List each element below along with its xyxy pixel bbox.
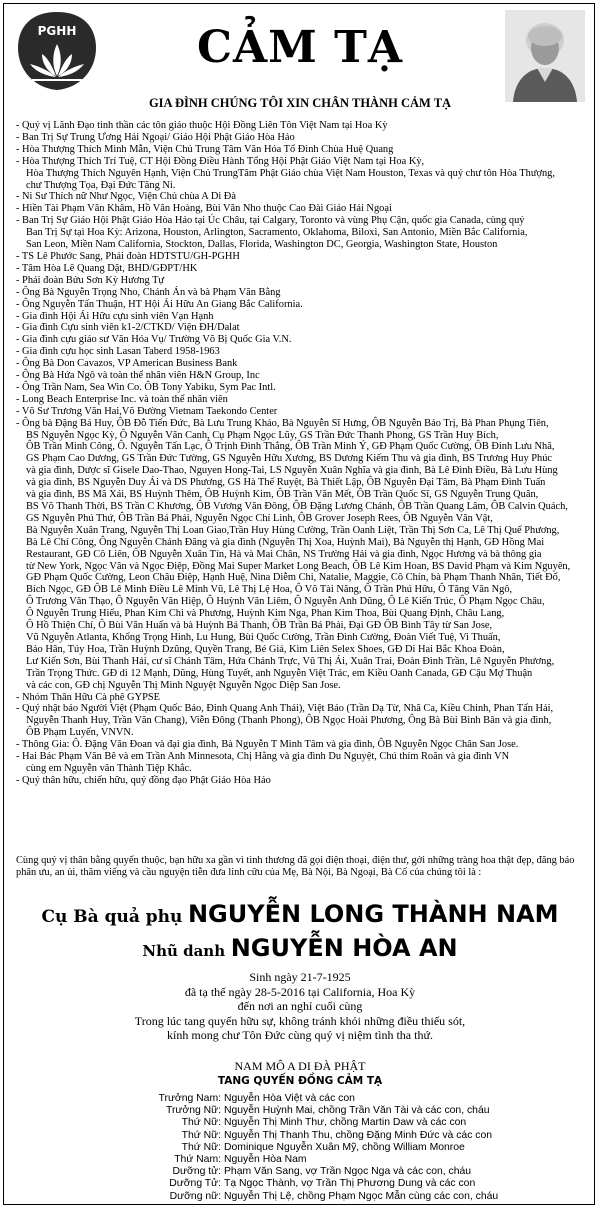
logo-text: PGHH — [37, 24, 77, 38]
thanks-item-text: - TS Lê Phước Sang, Phái đoàn HDTSTU/GH-PGHH — [16, 250, 240, 262]
thanks-list — [16, 120, 588, 787]
family-name: Dominique Nguyễn Xuân Mỹ, chồng William Monroe — [224, 1141, 465, 1153]
thanks-item-text: - Phái đoàn Bửu Sơn Kỳ Hương Tự — [16, 274, 165, 286]
thanks-item-continuation: Bích Ngọc, GĐ ÔB Lê Minh Điều Lê Minh Vũ, Lê Thị Lệ Hoa, Ô Võ Tài Năng, Ô Trần Phú Hữu, Ô Tăng Văn Ngô, — [26, 584, 513, 596]
thanks-item-continuation: Bà Lê Chí Công, Ông Nguyễn Chánh Đăng và gia đình (Nguyễn Thị Xoa, Huỳnh Mai), Bà Nguyễn thị Hạnh, GĐ Hồng Mai — [26, 536, 545, 548]
decedent-prefix: Cụ Bà quả phụ — [41, 907, 183, 927]
thanks-item-text: - Hòa Thượng Thích Minh Mẫn, Viện Chủ Trung Tâm Văn Hóa Tổ Đình Chùa Huệ Quang — [16, 143, 394, 155]
family-role: Thứ Nam: — [174, 1154, 221, 1166]
decedent-name: NGUYỄN LONG THÀNH NAM — [187, 900, 559, 928]
thanks-item-continuation: Hòa Thượng Thích Nguyên Hạnh, Viện Chủ TrungTâm Phật Giáo chùa Việt Nam Houston, Texas và quý chư tôn Hòa Thượng, — [26, 167, 555, 179]
thanks-item-continuation: Trần Trọng Thức. GĐ di 12 Mạnh, Dũng, Hùng Tuyết, anh Nguyễn Việt Trác, em Kiều Oanh Canada, GĐ Cậu Mợ Thuận — [26, 667, 533, 679]
family-name: Nguyễn Hòa Việt và các con — [224, 1093, 355, 1104]
thanks-item-continuation: và các con, GĐ chị Nguyễn Thị Minh Nguyệt Nguyễn Ngọc Diệp San Jose. — [26, 679, 341, 691]
thanks-item-text: - Ông Trần Nam, Sea Win Co. ÔB Tony Yabiku, Sym Pac Intl. — [16, 381, 276, 393]
family-list — [0, 1093, 600, 1203]
family-role: Dưỡng tử: — [172, 1166, 221, 1178]
thanks-item — [16, 156, 588, 192]
thanks-item-continuation: Ô Nguyễn Trung Hiếu, Phan Kim Chi và Phương, Huỳnh Kim Nga, Phan Kim Thoa, Bùi Quang Định, Châu Lang, — [26, 608, 505, 620]
thanks-item — [16, 703, 588, 739]
thanks-item-text: - Ni Sư Thích nữ Như Ngọc, Viện Chủ chùa A Di Đà — [16, 191, 236, 203]
thanks-item-continuation: và gia đình, Dược sĩ Gisele Dao-Thao, Nguyen Hong-Tai, LS Nguyễn Xuân Nghĩa và gia đình, Bà Lê Đình Điều, Bà Lưu Hùng — [26, 465, 558, 477]
alias-name: NGUYỄN HÒA AN — [230, 934, 458, 962]
thanks-item — [16, 751, 588, 775]
thanks-item — [16, 144, 588, 156]
family-name: Nguyễn Thị Lệ, chồng Phạm Ngọc Mẫn cùng các con, cháu — [224, 1190, 499, 1202]
family-member-row — [0, 1191, 600, 1203]
thanks-item-continuation: San Leon, Miền Nam California, Stockton, Dallas, Florida, Washington DC, Georgia, Washington State, Houston — [26, 239, 498, 251]
thanks-item-continuation: Ô Hồ Thiện Chí, Ô Bùi Văn Huấn và bà Huỳnh Bá Thanh, ÔB Trần Bá Phải, Đại GĐ ÔB Bình Tây từ San Jose, — [26, 620, 493, 632]
family-member-row — [0, 1178, 600, 1190]
thanks-item-text: - Gia đình Hội Ái Hữu cựu sinh viên Vạn Hạnh — [16, 310, 214, 322]
thanks-item-continuation: Ô Trương Văn Thạo, Ô Nguyễn Văn Hiệp, Ô Huỳnh Văn Liêm, Ô Nguyễn Anh Dũng, Ô Lê Kiến Trúc, Ô Phạm Ngọc Châu, — [26, 596, 545, 608]
thanks-item-text: - Hòa Thượng Thích Trí Tuệ, CT Hội Đồng Điều Hành Tổng Hội Phật Giáo Việt Nam tại Hoa Kỳ, — [16, 155, 425, 167]
thanks-item — [16, 287, 588, 299]
thanks-item — [16, 775, 588, 787]
thanks-item-text: - Long Beach Enterprise Inc. và toàn thể nhân viên — [16, 393, 228, 405]
thanks-item-continuation: GS Phạm Cao Dương, GS Trần Đức Tường, GS Nguyễn Hữu Xương, BS Dương Kiếm Thu và gia đình, BS Trương Huy Phúc — [26, 453, 553, 465]
thanks-item-text: - Võ Sư Trương Văn Hai,Võ Đường Vietnam Taekondo Center — [16, 405, 278, 417]
info-line: kính mong chư Tôn Đức cùng quý vị niệm tình tha thứ. — [167, 1028, 433, 1042]
family-member-row — [0, 1105, 600, 1117]
info-line: đã tạ thế ngày 28-5-2016 tại California, Hoa Kỳ — [184, 984, 416, 999]
thanks-item — [16, 334, 588, 346]
info-line: đến nơi an nghỉ cuối cùng — [237, 999, 363, 1013]
thanks-item — [16, 263, 588, 275]
thanks-item — [16, 191, 588, 203]
notice-title: CẢM TẠ — [196, 22, 404, 73]
thanks-item-continuation: từ New York, Ngọc Vân và Ngọc Điệp, Đồng Mai Super Market Long Beach, ÔB Lê Kim Hoan, BS David Phạm và Kim Nguyên, — [26, 560, 571, 572]
thanks-item-continuation: và gia đình, BS Mã Xái, BS Huỳnh Thêm, ÔB Huỳnh Kim, ÔB Trần Văn Mết, ÔB Trần Quốc Sĩ, GS Nguyễn Trung Quân, — [26, 489, 539, 501]
thanks-item — [16, 215, 588, 251]
thanks-item-text: - Gia đình cựu học sinh Lasan Taberd 1958-1963 — [16, 346, 220, 358]
thanks-item — [16, 311, 588, 323]
thanks-item-continuation: BS Nguyễn Ngọc Kỳ, Ô Nguyễn Văn Canh, Cụ Phạm Ngọc Lũy, GS Trần Đức Thanh Phong, GS Trần Huy Bích, — [26, 429, 499, 441]
family-member-row — [0, 1166, 600, 1178]
family-member-row — [0, 1154, 600, 1166]
thanks-item-text: - Quý thân hữu, chiến hữu, quý đồng đạo Phật Giáo Hòa Hảo — [16, 774, 271, 786]
info-line: Sinh ngày 21-7-1925 — [249, 970, 351, 984]
thanks-item-text: - Thông Gia: Ô. Đặng Văn Đoan và đại gia đình, Bà Nguyễn T Minh Tâm và gia đình, ÔB Nguyễn Ngọc Chân San Jose. — [16, 739, 519, 751]
thanks-item-continuation: Bảo Hân, Túy Hoa, Trần Huỳnh Dzũng, Quyền Trang, Bé Giả, Kim Liên Selex Shoes, GĐ Di Hai Bắc Khoa Đoàn, — [26, 643, 505, 655]
thanks-item-continuation: và gia đình, BS Nguyễn Duy Ái và DS Phương, GS Hà Thế Ruyệt, Bà Thiết Lập, ÔB Nguyễn Đại Tâm, Bà Phạm Đình Tuấn — [26, 477, 546, 489]
thanks-item-continuation: BS Võ Thanh Thời, BS Trần C Khương, ÔB Vương Văn Đông, ÔB Đặng Lương Chánh, ÔB Trần Quang Lâm, ÔB Calvin Quách, — [26, 501, 568, 512]
thanks-item — [16, 322, 588, 334]
thanks-item-continuation: Ban Trị Sự tại Hoa Kỳ: Arizona, Houston, Arlington, Sacramento, Oklahoma, Biloxi, San Antonio, Miền Bắc California, — [26, 227, 528, 239]
thanks-item-text: - Gia đình cựu giáo sư Văn Hóa Vụ/ Trường Võ Bị Quốc Gia V.N. — [16, 334, 292, 346]
thanks-item-continuation: chư Thượng Tọa, Đại Đức Tăng Ni. — [26, 179, 176, 191]
thanks-item-text: - Ban Trị Sự Trung Ương Hải Ngoại/ Giáo Hội Phật Giáo Hòa Hảo — [16, 131, 295, 143]
thanks-item-text: - Tâm Hòa Lê Quang Dật, BHD/GĐPT/HK — [16, 262, 198, 274]
thanks-item-text: - Nhóm Thân Hữu Cà phê GYPSE — [16, 691, 160, 703]
decedent-line — [0, 900, 600, 928]
family-role: Thứ Nữ: — [181, 1141, 221, 1153]
thanks-item-continuation: Lư Kiến Sơn, Bùi Thanh Hải, cư sĩ Chánh Tâm, Hứa Chánh Trực, Vũ Thị Ái, Xuân Trai, Đoàn Đình Trần, Lê Nguyễn Phương, — [26, 655, 555, 667]
family-name: Nguyễn Thị Minh Thư, chồng Martin Daw và các con — [224, 1117, 467, 1129]
notice-subtitle: GIA ĐÌNH CHÚNG TÔI XIN CHÂN THÀNH CẢM TẠ — [148, 96, 452, 110]
alias-line — [0, 934, 600, 962]
family-name: Nguyễn Thị Thanh Thu, chồng Đặng Minh Đức và các con — [224, 1129, 493, 1141]
alias-prefix: Nhũ danh — [142, 942, 226, 960]
thanks-item-continuation: Bà Nguyễn Xuân Trang, Nguyễn Thị Loan Giao,Trần Huy Hùng Cường, Trần Oanh Liệt, Trần Thị Sơn Ca, Lê Thị Quế Phương, — [26, 524, 560, 536]
thanks-item-text: - Gia đình Cựu sinh viên k1-2/CTKD/ Viện ĐH/Dalat — [16, 322, 240, 334]
thanks-item-text: - Ông bà Đặng Bá Huy, ÔB Đỗ Tiến Đức, Bà Lưu Trung Khảo, Bà Nguyễn Sĩ Hưng, ÔB Nguyễn Bảo Trị, Bà Phan Phụng Tiên, — [16, 417, 549, 429]
family-role: Dưỡng Tử: — [169, 1178, 221, 1190]
thanks-item-text: - Ban Trị Sự Giáo Hội Phật Giáo Hòa Hảo tại Úc Châu, tại Calgary, Toronto và vùng Phụ Cận, quốc gia Canada, cùng quý — [16, 215, 525, 227]
thanks-item-text: - Ông Nguyễn Tấn Thuận, HT Hội Ái Hữu An Giang Bắc California. — [16, 298, 303, 310]
thanks-item-continuation: Vũ Nguyễn Atlanta, Khổng Trọng Hinh, Lu Hung, Bùi Quốc Cường, Trần Đình Cường, Đoàn Viết Tuệ, Vi Thuấn, — [26, 631, 501, 643]
signoff-line: TANG QUYẾN ĐỒNG CẢM TẠ — [217, 1075, 383, 1087]
thanks-item-text: - Ông Bà Hứa Ngô và toàn thể nhân viên H&N Group, Inc — [16, 370, 260, 382]
thanks-item — [16, 275, 588, 287]
thanks-item-continuation: Nguyễn Thanh Huy, Trần Văn Chang), Viễn Đông (Thanh Phong), ÔB Ngọc Hoài Phương, Ông Bà Bùi Bình Bân và gia đình, — [26, 715, 552, 727]
thanks-item-text: - Quý nhật báo Người Việt (Phạm Quốc Bảo, Đinh Quang Anh Thái), Việt Báo (Trần Dạ Từ, Nhã Ca, Kiều Chinh, Phan Tấn Hải, — [16, 703, 554, 715]
prayer-line: NAM MÔ A DI ĐÀ PHẬT — [234, 1059, 366, 1073]
thanks-item — [16, 358, 588, 370]
family-role: Thứ Nữ: — [181, 1129, 221, 1141]
thanks-item-text: - Hiền Tài Phạm Văn Khâm, Hồ Văn Hoàng, Bùi Văn Nho thuộc Cao Đài Giáo Hải Ngoại — [16, 203, 392, 215]
thanks-item-continuation: ÔB Phạm Luyến, VNVN. — [26, 727, 134, 739]
family-role: Dưỡng nữ: — [169, 1190, 221, 1202]
info-block — [0, 970, 600, 1043]
thanks-item — [16, 251, 588, 263]
thanks-item — [16, 394, 588, 406]
family-member-row — [0, 1093, 600, 1105]
thanks-item-continuation: Restaurant, GĐ Cô Liên, ÔB Nguyễn Xuân Tín, Hà và Mai Chân, NS Trường Hải và gia đình, Ngọc Hương và bà thông gia — [26, 548, 542, 560]
thanks-item — [16, 299, 588, 311]
thanks-item-continuation: ÔB Trần Minh Công, Ô. Nguyễn Tấn Lạc, Ô Trịnh Đình Thắng, ÔB Trần Minh Ý, GĐ Phạm Quốc Cường, ÔB Đinh Lưu Nhã, — [26, 441, 555, 453]
thanks-item — [16, 120, 588, 132]
thanks-item-continuation: GS Nguyễn Phú Thứ, ÔB Trần Bá Phải, Nguyễn Ngọc Chí Linh, ÔB Grover Joseph Rees, ÔB Nguyễn Văn Vật, — [26, 512, 493, 524]
thanks-item — [16, 346, 588, 358]
family-name: Nguyễn Hòa Nam — [224, 1154, 307, 1166]
thanks-item — [16, 203, 588, 215]
info-line: Trong lúc tang quyến hữu sự, không tránh khỏi những điều thiếu sót, — [134, 1013, 466, 1028]
thanks-item — [16, 739, 588, 751]
family-member-row — [0, 1130, 600, 1142]
family-name: Tạ Ngọc Thành, vợ Trần Thị Phương Dung và các con — [224, 1178, 476, 1190]
thanks-item — [16, 382, 588, 394]
thanks-item-continuation: cùng em Nguyễn văn Thành Tiệp Khắc. — [26, 762, 192, 774]
family-member-row — [0, 1117, 600, 1129]
family-member-row — [0, 1142, 600, 1154]
family-name: Nguyễn Huỳnh Mai, chồng Trần Văn Tài và các con, cháu — [224, 1105, 490, 1117]
thanks-item-text: - Ông Bà Don Cavazos, VP American Business Bank — [16, 358, 238, 370]
closing-paragraph: Cùng quý vị thân bằng quyến thuộc, bạn hữu xa gần vì tình thương đã gọi điện thoại, điện thư, gởi những tràng hoa thật đẹp, đăng báo phân ưu, an ủi, thăm viếng và cầu nguyện tiễn đưa linh cữu của Mẹ, Bà Nội, Bà Ngoại, Bà Cố của chúng tôi là : — [16, 855, 575, 878]
thanks-item-text: - Quý vị Lãnh Đạo tinh thần các tôn giáo thuộc Hội Đồng Liên Tôn Việt Nam tại Hoa Kỳ — [16, 120, 388, 131]
family-role: Trưởng Nữ: — [166, 1105, 221, 1117]
thanks-item-continuation: GĐ Phạm Quốc Cường, Leon Châu Điệp, Hạnh Huệ, Nina Diễm Chi, Natalie, Maggie, Cô Chín, bà Phạm Thanh Nhãn, Tiết Đổ, — [26, 572, 561, 584]
family-name: Phạm Văn Sang, vợ Trần Ngọc Nga và các con, cháu — [224, 1166, 472, 1178]
thanks-item — [16, 406, 588, 418]
thanks-item — [16, 692, 588, 704]
thanks-item — [16, 418, 588, 692]
thanks-item-text: - Hai Bác Phạm Văn Bê và em Trần Anh Minnesota, Chị Hằng và gia đình Du Nguyệt, Chú thím Roãn và gia đình VN — [16, 751, 510, 763]
thanks-item-text: - Ông Bà Nguyễn Trọng Nho, Chánh Án và bà Phạm Văn Bằng — [16, 286, 281, 298]
thanks-item — [16, 370, 588, 382]
family-role: Thứ Nữ: — [181, 1117, 221, 1129]
family-role: Trưởng Nam: — [158, 1093, 221, 1104]
thanks-item — [16, 132, 588, 144]
